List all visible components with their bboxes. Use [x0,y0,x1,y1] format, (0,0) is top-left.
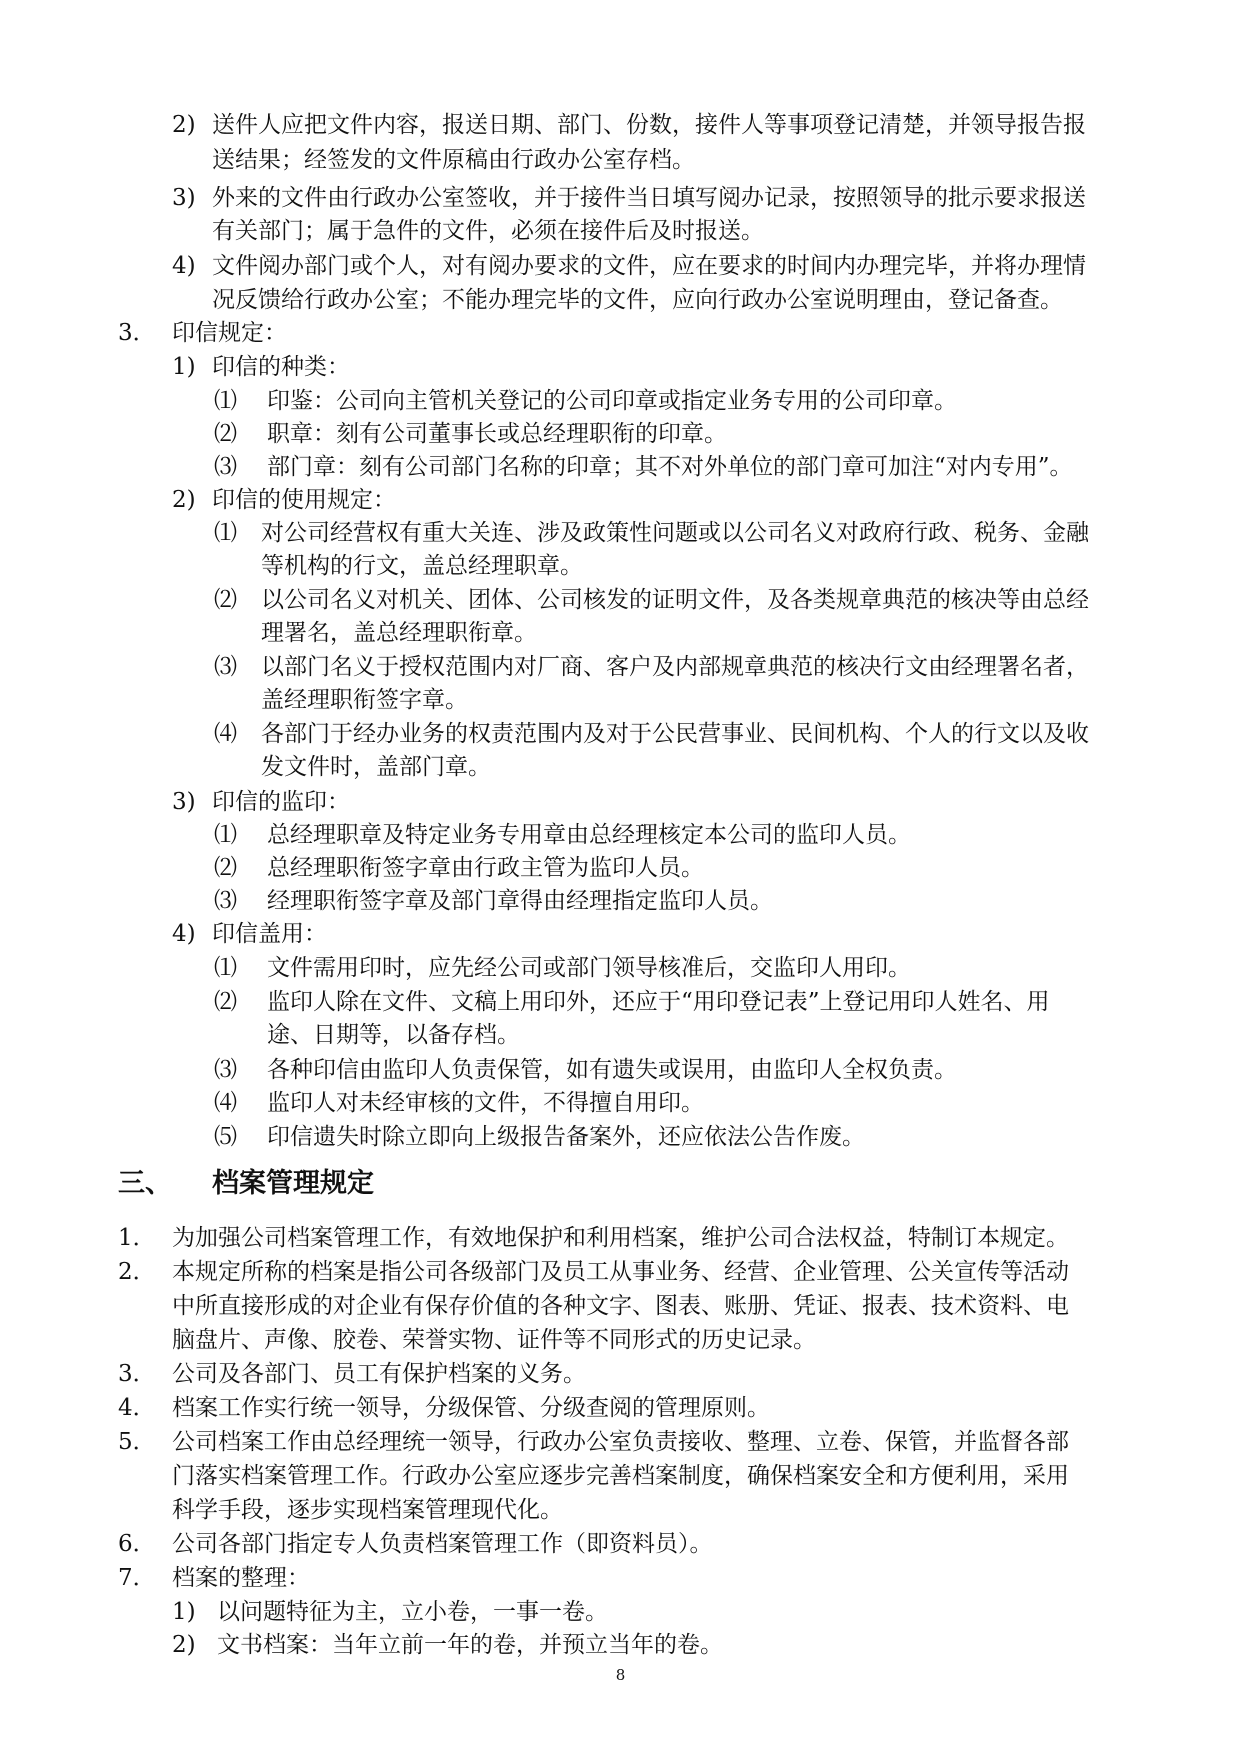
item-text: 总经理职衔签字章由行政主管为监印人员。 [267,855,704,881]
item-text: 以问题特征为主，立小卷，一事一卷。 [217,1599,608,1625]
item-text: 公司档案工作由总经理统一领导，行政办公室负责接收、整理、立卷、保管，并监督各部 [172,1429,1069,1455]
item-number: ⑴ [214,822,237,848]
item-text: 各部门于经办业务的权责范围内及对于公民营事业、民间机构、个人的行文以及收 [261,721,1089,747]
item-number: 2) [172,112,196,138]
section-number: 三、 [118,1168,172,1199]
item-text: 印信的监印： [212,789,350,815]
item-text: 公司及各部门、员工有保护档案的义务。 [172,1361,586,1387]
item-number: ⑶ [214,888,237,914]
item-text: 门落实档案管理工作。行政办公室应逐步完善档案制度，确保档案安全和方便利用，采用 [172,1463,1069,1489]
item-number: ⑶ [214,454,237,480]
item-number: ⑵ [214,587,237,613]
item-text: 以部门名义于授权范围内对厂商、客户及内部规章典范的核决行文由经理署名者， [261,654,1089,680]
item-text: 送件人应把文件内容，报送日期、部门、份数，接件人等事项登记清楚，并领导报告报 [212,112,1086,138]
item-number: 6． [118,1531,156,1557]
item-text: 脑盘片、声像、胶卷、荣誉实物、证件等不同形式的历史记录。 [172,1327,816,1353]
item-number: ⑶ [214,1057,237,1083]
item-text: 公司各部门指定专人负责档案管理工作（即资料员）。 [172,1531,713,1557]
item-number: ⑵ [214,421,237,447]
item-number: ⑴ [214,955,237,981]
item-number: 3． [118,320,156,346]
item-number: ⑴ [214,520,237,546]
page-number: 8 [615,1666,626,1684]
item-text: 等机构的行文，盖总经理职章。 [261,553,583,579]
item-number: ⑶ [214,654,237,680]
item-number: 2． [118,1259,156,1285]
item-text: 以公司名义对机关、团体、公司核发的证明文件，及各类规章典范的核决等由总经 [261,587,1089,613]
item-text: 本规定所称的档案是指公司各级部门及员工从事业务、经营、企业管理、公关宣传等活动 [172,1259,1069,1285]
item-text: 印信规定： [172,320,287,346]
item-text: 发文件时，盖部门章。 [261,754,491,780]
item-text: 各种印信由监印人负责保管，如有遗失或误用，由监印人全权负责。 [267,1057,957,1083]
item-number: ⑷ [214,721,237,747]
item-text: 途、日期等，以备存档。 [267,1022,520,1048]
item-text: 况反馈给行政办公室；不能办理完毕的文件，应向行政办公室说明理由，登记备查。 [212,287,1063,313]
item-number: 4． [118,1395,156,1421]
item-text: 印信遗失时除立即向上级报告备案外，还应依法公告作废。 [267,1124,865,1150]
item-number: 3． [118,1361,156,1387]
item-text: 经理职衔签字章及部门章得由经理指定监印人员。 [267,888,773,914]
item-number: ⑷ [214,1090,237,1116]
item-text: 印信盖用： [212,921,327,947]
item-text: 送结果；经签发的文件原稿由行政办公室存档。 [212,147,695,173]
item-number: ⑴ [214,388,237,414]
item-number: 2) [172,1632,196,1658]
item-text: 盖经理职衔签字章。 [261,687,468,713]
item-text: 有关部门；属于急件的文件，必须在接件后及时报送。 [212,218,764,244]
item-text: 部门章：刻有公司部门名称的印章；其不对外单位的部门章可加注“对内专用”。 [267,454,1073,480]
item-text: 中所直接形成的对企业有保存价值的各种文字、图表、账册、凭证、报表、技术资料、电 [172,1293,1069,1319]
item-number: ⑵ [214,855,237,881]
item-text: 职章：刻有公司董事长或总经理职衔的印章。 [267,421,727,447]
item-text: 科学手段，逐步实现档案管理现代化。 [172,1497,563,1523]
item-number: 7． [118,1565,156,1591]
item-number: 2) [172,487,196,513]
item-text: 为加强公司档案管理工作，有效地保护和利用档案，维护公司合法权益，特制订本规定。 [172,1225,1069,1251]
item-text: 印鉴：公司向主管机关登记的公司印章或指定业务专用的公司印章。 [267,388,957,414]
item-text: 理署名，盖总经理职衔章。 [261,620,537,646]
item-text: 外来的文件由行政办公室签收，并于接件当日填写阅办记录，按照领导的批示要求报送 [212,185,1086,211]
item-text: 监印人除在文件、文稿上用印外，还应于“用印登记表”上登记用印人姓名、用 [267,989,1050,1015]
item-text: 总经理职章及特定业务专用章由总经理核定本公司的监印人员。 [267,822,911,848]
item-text: 监印人对未经审核的文件，不得擅自用印。 [267,1090,704,1116]
item-text: 印信的使用规定： [212,487,396,513]
item-text: 文书档案：当年立前一年的卷，并预立当年的卷。 [217,1632,723,1658]
item-number: 3) [172,789,196,815]
item-text: 文件阅办部门或个人，对有阅办要求的文件，应在要求的时间内办理完毕，并将办理情 [212,253,1086,279]
item-text: 印信的种类： [212,354,350,380]
item-number: 1) [172,354,196,380]
item-number: ⑸ [214,1124,237,1150]
item-number: 1) [172,1599,196,1625]
item-number: 4) [172,921,196,947]
item-text: 文件需用印时，应先经公司或部门领导核准后，交监印人用印。 [267,955,911,981]
section-title: 档案管理规定 [212,1168,374,1199]
item-text: 档案的整理： [172,1565,310,1591]
item-text: 档案工作实行统一领导，分级保管、分级查阅的管理原则。 [172,1395,770,1421]
item-number: ⑵ [214,989,237,1015]
item-text: 对公司经营权有重大关连、涉及政策性问题或以公司名义对政府行政、税务、金融 [261,520,1089,546]
item-number: 5． [118,1429,156,1455]
item-number: 1． [118,1225,156,1251]
item-number: 4) [172,253,196,279]
item-number: 3) [172,185,196,211]
